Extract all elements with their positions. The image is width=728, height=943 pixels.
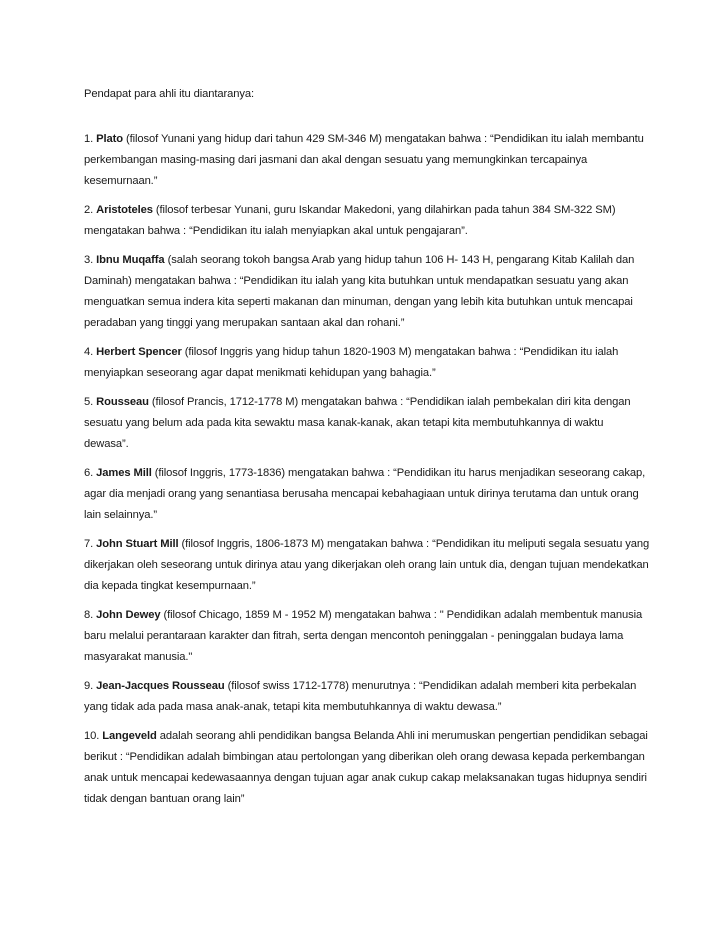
item-text: (filosof Chicago, 1859 M - 1952 M) mengatakan bahwa : " Pendidikan adalah membentuk manusia baru melalui perantaraan karakter dan fitrah, serta dengan mencontoh peninggalan - peninggalan budaya lama masyarakat manusia."	[84, 609, 643, 663]
list-item-8	[84, 605, 650, 668]
item-name: James Mill	[96, 467, 152, 479]
list-item-2	[84, 200, 650, 242]
item-text: (filosof Inggris, 1773-1836) mengatakan bahwa : “Pendidikan itu harus menjadikan seseorang cakap, agar dia menjadi orang yang senantiasa berusaha mencapai kebahagiaan untuk dirinya terutama dan untuk orang lain selainnya.”	[84, 467, 646, 521]
item-text: (filosof Inggris, 1806-1873 M) mengatakan bahwa : “Pendidikan itu meliputi segala sesuatu yang dikerjakan oleh seseorang untuk dirinya atau yang dikerjakan oleh orang lain untuk dia, dengan tujuan mendekatkan dia kepada tingkat kesempurnaan.”	[84, 538, 650, 592]
item-text: (filosof Yunani yang hidup dari tahun 429 SM-346 M) mengatakan bahwa : “Pendidikan itu ialah membantu perkembangan masing-masing dari jasmani dan akal dengan sesuatu yang memungkinkan tercapainya kesemurnaan.”	[84, 133, 644, 187]
item-name: Rousseau	[96, 396, 149, 408]
item-number: 5.	[84, 396, 94, 408]
item-name: Jean-Jacques Rousseau	[96, 680, 225, 692]
item-text: (salah seorang tokoh bangsa Arab yang hidup tahun 106 H- 143 H, pengarang Kitab Kalilah dan Daminah) mengatakan bahwa : “Pendidikan itu ialah yang kita butuhkan untuk mendapatkan sesuatu yang akan menguatkan semua indera kita seperti makanan dan minuman, dengan yang lebih kita butuhkan untuk mencapai peradaban yang tinggi yang merupakan santaan akal dan rohani.”	[84, 254, 635, 329]
list-item-4	[84, 342, 650, 384]
item-number: 10.	[84, 730, 100, 742]
document-page	[84, 84, 650, 818]
item-number: 1.	[84, 133, 94, 145]
item-text: adalah seorang ahli pendidikan bangsa Belanda Ahli ini merumuskan pengertian pendidikan sebagai berikut : “Pendidikan adalah bimbingan atau pertolongan yang diberikan oleh orang dewasa kepada perkembangan anak untuk mencapai kedewasaannya dengan tujuan agar anak cukup cakap melaksanakan tugas hidupnya sendiri tidak dengan bantuan orang lain”	[84, 730, 648, 805]
item-text: (filosof Inggris yang hidup tahun 1820-1903 M) mengatakan bahwa : “Pendidikan itu ialah menyiapkan seseorang agar dapat menikmati kehidupan yang bahagia.”	[84, 346, 619, 379]
intro-paragraph: Pendapat para ahli itu diantaranya:	[84, 88, 255, 100]
item-name: Langeveld	[102, 730, 157, 742]
item-name: Aristoteles	[96, 204, 153, 216]
list-item-1	[84, 129, 650, 192]
list-item-3	[84, 250, 650, 334]
item-name: Herbert Spencer	[96, 346, 182, 358]
item-name: Ibnu Muqaffa	[96, 254, 165, 266]
list-item-10	[84, 726, 650, 810]
item-number: 9.	[84, 680, 94, 692]
item-number: 4.	[84, 346, 94, 358]
item-text: (filosof Prancis, 1712-1778 M) mengatakan bahwa : “Pendidikan ialah pembekalan diri kita dengan sesuatu yang belum ada pada kita sewaktu masa kanak-kanak, akan tetapi kita membutuhkannya di waktu dewasa”.	[84, 396, 631, 450]
item-name: Plato	[96, 133, 124, 145]
item-number: 3.	[84, 254, 94, 266]
item-text: (filosof swiss 1712-1778) menurutnya : “Pendidikan adalah memberi kita perbekalan yang tidak ada pada masa anak-anak, tetapi kita membutuhkannya di waktu dewasa.”	[84, 680, 637, 713]
item-name: John Dewey	[96, 609, 161, 621]
item-number: 7.	[84, 538, 94, 550]
item-name: John Stuart Mill	[96, 538, 179, 550]
item-text: (filosof terbesar Yunani, guru Iskandar Makedoni, yang dilahirkan pada tahun 384 SM-322 SM) mengatakan bahwa : “Pendidikan itu ialah menyiapkan akal untuk pengajaran”.	[84, 204, 616, 237]
list-item-9	[84, 676, 650, 718]
item-number: 2.	[84, 204, 94, 216]
list-item-6	[84, 463, 650, 526]
list-item-5	[84, 392, 650, 455]
list-item-7	[84, 534, 650, 597]
item-number: 6.	[84, 467, 94, 479]
item-number: 8.	[84, 609, 94, 621]
